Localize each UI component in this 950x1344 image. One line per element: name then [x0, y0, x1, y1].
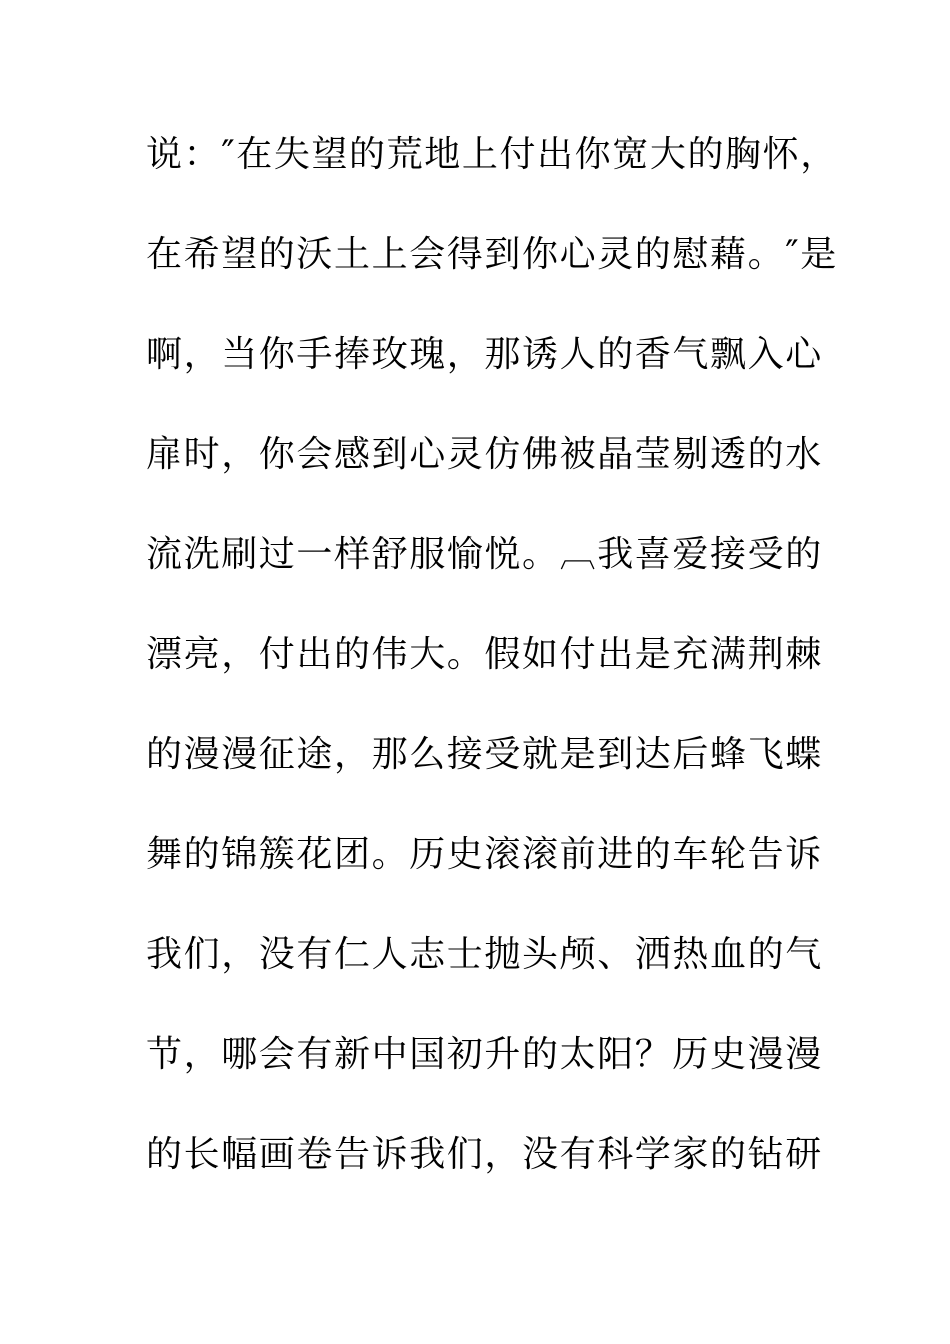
- text-line-4: 扉时，你会感到心灵仿佛被晶莹剔透的水: [146, 434, 823, 475]
- text-line-6: 漂亮，付出的伟大。假如付出是充满荆棘: [146, 634, 823, 675]
- text-line-2: 在希望的沃土上会得到你心灵的慰藉。″是: [146, 234, 838, 275]
- text-line-5: 流洗刷过一样舒服愉悦。︹我喜爱接受的: [146, 534, 823, 575]
- text-line-10: 节，哪会有新中国初升的太阳？历史漫漫: [146, 1034, 823, 1075]
- text-line-8: 舞的锦簇花团。历史滚滚前进的车轮告诉: [146, 834, 823, 875]
- body-text: [146, 127, 838, 1227]
- text-line-1: 说：″在失望的荒地上付出你宽大的胸怀，: [146, 134, 838, 175]
- text-line-9: 我们，没有仁人志士抛头颅、洒热血的气: [146, 934, 823, 975]
- text-line-7: 的漫漫征途，那么接受就是到达后蜂飞蝶: [146, 734, 823, 775]
- text-line-11: 的长幅画卷告诉我们，没有科学家的钻研: [146, 1134, 823, 1175]
- text-line-3: 啊，当你手捧玫瑰，那诱人的香气飘入心: [146, 334, 823, 375]
